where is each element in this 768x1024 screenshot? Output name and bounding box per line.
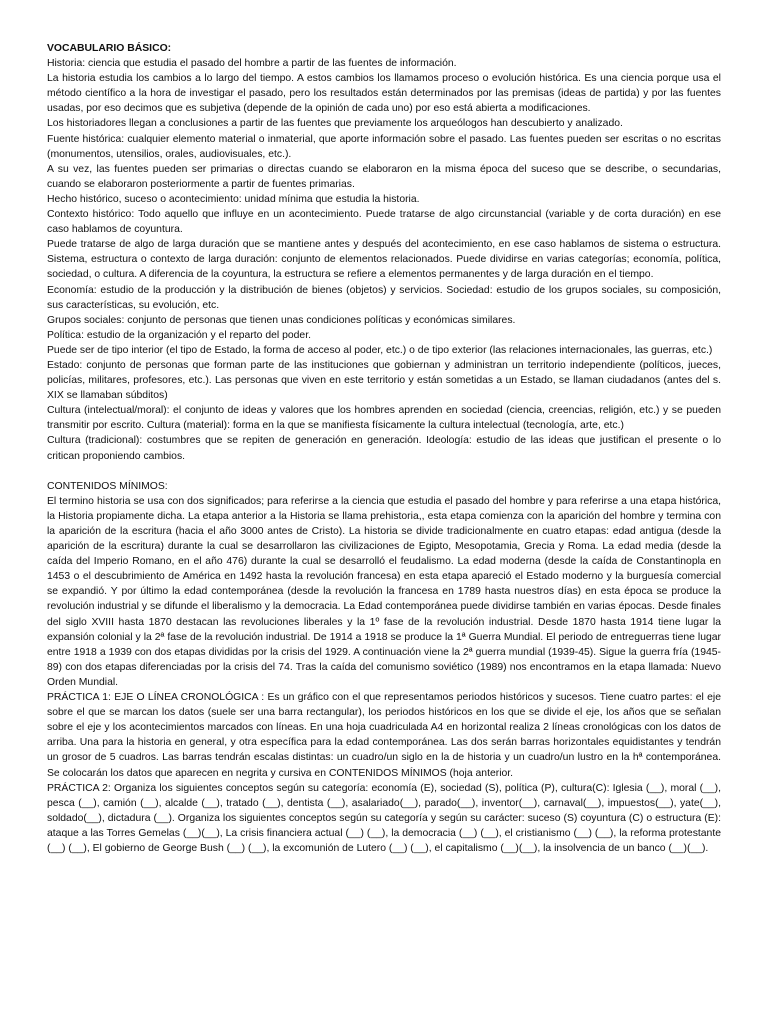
section-heading-vocabulario: VOCABULARIO BÁSICO: [47,43,172,54]
paragraph-historiadores: Los historiadores llegan a conclusiones a partir de las fuentes que previamente los arqueólogos han descubierto y analizado. [47,118,623,130]
paragraph-practica-1: PRÁCTICA 1: EJE O LÍNEA CRONOLÓGICA : Es un gráfico con el que representamos periodos históricos y sucesos. Tiene cuatro partes: el eje sobre el que se marcan los datos (suele ser una barra rectangular), los periodos históricos en los que se divide el eje, los años que se señalan sobre el eje y los acontecimientos marcados con líneas. En una hoja cuadriculada A4 en horizontal realiza 2 líneas cronológicas con los datos de arriba. Una para la historia en general, y otra específica para la edad contemporánea. Las dos serán barras horizontales equidistantes y tendrán un grosor de 5 cuadros. Las barras tendrán escalas distintas: un cuadro/un siglo en la de historia y un cuadro/un lustro en la hª contemporánea. Se colocarán los datos que aparecen en negrita y cursiva en CONTENIDOS MÍNIMOS (hoja anterior. [47,692,721,779]
paragraph-cultura-intelectual: Cultura (intelectual/moral): el conjunto de ideas y valores que los hombres aprenden en sociedad (ciencia, creencias, religión, etc.) y se pueden transmitir por escrito. Cultura (material): forma en la que se manifiesta físicamente la cultura intelectual (tecnología, arte, etc.) [47,405,721,432]
paragraph-grupos-sociales: Grupos sociales: conjunto de personas que tienen unas condiciones políticas y económicas similares. [47,314,516,326]
paragraph-historia-cambios: La historia estudia los cambios a lo largo del tiempo. A estos cambios los llamamos proceso o evolución histórica. Es una ciencia porque usa el método científico a la hora de investigar el pasado, pero los resultados están determinados por las premisas (ideas de partida) y por las fuentes usadas, por eso decimos que es subjetiva (depende de la opinión de cada uno) por eso está abierta a modificaciones. [47,73,721,115]
paragraph-contexto-historico: Contexto histórico: Todo aquello que influye en un acontecimiento. Puede tratarse de algo circunstancial (variable y de corta duración) en ese caso hablamos de coyuntura. [47,209,721,236]
section-heading-contenidos: CONTENIDOS MÍNIMOS: [47,480,168,492]
section-spacer [47,464,721,479]
paragraph-hecho-historico: Hecho histórico, suceso o acontecimiento: unidad mínima que estudia la historia. [47,193,420,205]
paragraph-estado: Estado: conjunto de personas que forman parte de las instituciones que gobiernan y administran un territorio independiente (políticos, jueces, policías, militares, profesores, etc.). Las personas que viven en este territorio y están sometidas a un Estado, se llaman ciudadanos (antes del s. XIX se llamaban súbditos) [47,359,721,402]
paragraph-cultura-tradicional: Cultura (tradicional): costumbres que se repiten de generación en generación. Ideología: estudio de las ideas que justifican el presente o lo critican proponiendo cambios. [47,435,721,462]
paragraph-historia-definicion: Historia: ciencia que estudia el pasado del hombre a partir de las fuentes de información. [47,58,457,70]
paragraph-contenidos-historia: El termino historia se usa con dos significados; para referirse a la ciencia que estudia el pasado del hombre y para referirse a una etapa histórica, la Historia propiamente dicha. La etapa anterior a la Historia se llama prehistoria,, esta etapa comienza con la aparición del hombre y termina con la aparición de la escritura (hacia el año 3000 antes de Cristo). La historia se divide tradicionalmente en cuatro etapas: edad antigua (desde la aparición de la escritura) durante la cual se desarrollaron las civilizaciones de Egipto, Mesopotamia, Grecia y Roma. La edad media (desde la caída del Imperio Romano, en el año 476) durante la cual se desarrolló el feudalismo. La edad moderna (desde la caída de Constantinopla en 1453 o el descubrimiento de América en 1492 hasta la revolución francesa) en esta etapa apareció el Estado moderno y la burguesía comercial se expandió. Y por último la edad contemporánea (desde la revolución la francesa en 1789 hasta nuestros días) en esta época se produce la revolución industrial y se difunde el liberalismo y la democracia. La Edad contemporánea puede dividirse también en varias épocas. Desde finales del siglo XVIII hasta 1870 destacan las revoluciones liberales y la 1º fase de la revolución industrial. Desde 1870 hasta 1914 tiene lugar la expansión colonial y la 2ª fase de la revolución industrial. De 1914 a 1918 se produce la 1ª Guerra Mundial. El periodo de entreguerras tiene lugar entre 1918 a 1939 con dos etapas divididas por la crisis del 1929. A continuación viene la 2ª guerra mundial (1939-45). Sigue la guerra fría (1945-89) con dos etapas diferenciadas por la crisis del 74. Tras la caída del comunismo soviético (1989) nos encontramos en la etapa llamada: Nuevo Orden Mundial. [47,495,721,688]
paragraph-practica-2: PRÁCTICA 2: Organiza los siguientes conceptos según su categoría: economía (E), sociedad (S), política (P), cultura(C): Iglesia (__), moral (__), pesca (__), camión (__), alcalde (__), tratado (__), dentista (__), asalariado(__), parado(__), inventor(__), carnaval(__), impuestos(__), yate(__), soldado(__), dictadura (__). Organiza los siguientes conceptos según su categoría y según su carácter: suceso (S) coyuntura (C) o estructura (E): ataque a las Torres Gemelas (__)(__), La crisis financiera actual (__) (__), la democracia (__) (__), el cristianismo (__) (__), la reforma protestante (__) (__), El gobierno de George Bush (__) (__), la excomunión de Lutero (__) (__), el capitalismo (__)(__), la insolvencia de un banco (__)(__). [47,782,721,854]
paragraph-fuentes-primarias: A su vez, las fuentes pueden ser primarias o directas cuando se elaboraron en la misma época del suceso que se describe, o secundarias, cuando se elaboraron posteriormente a partir de fuentes primarias. [47,163,721,190]
document-page [47,41,721,856]
paragraph-fuente-historica: Fuente histórica: cualquier elemento material o inmaterial, que aporte información sobre el pasado. Las fuentes pueden ser escritas o no escritas (monumentos, utensilios, orales, audiovisuales, etc.). [47,133,721,160]
paragraph-tipo-interior-exterior: Puede ser de tipo interior (el tipo de Estado, la forma de acceso al poder, etc.) o de tipo exterior (las relaciones internacionales, las guerras, etc.) [47,344,713,356]
paragraph-politica: Política: estudio de la organización y el reparto del poder. [47,329,311,341]
paragraph-sistema-estructura: Puede tratarse de algo de larga duración que se mantiene antes y después del acontecimiento, en ese caso hablamos de sistema o estructura. Sistema, estructura o contexto de larga duración: conjunto de elementos relacionados. Puede dividirse en varias categorías; economía, política, sociedad, o cultura. A diferencia de la coyuntura, la estructura se refiere a elementos permanentes y de larga duración en el tiempo. [47,239,721,281]
paragraph-economia-sociedad: Economía: estudio de la producción y la distribución de bienes (objetos) y servicios. Sociedad: estudio de los grupos sociales, su composición, sus características, su evolución, etc. [47,284,721,311]
